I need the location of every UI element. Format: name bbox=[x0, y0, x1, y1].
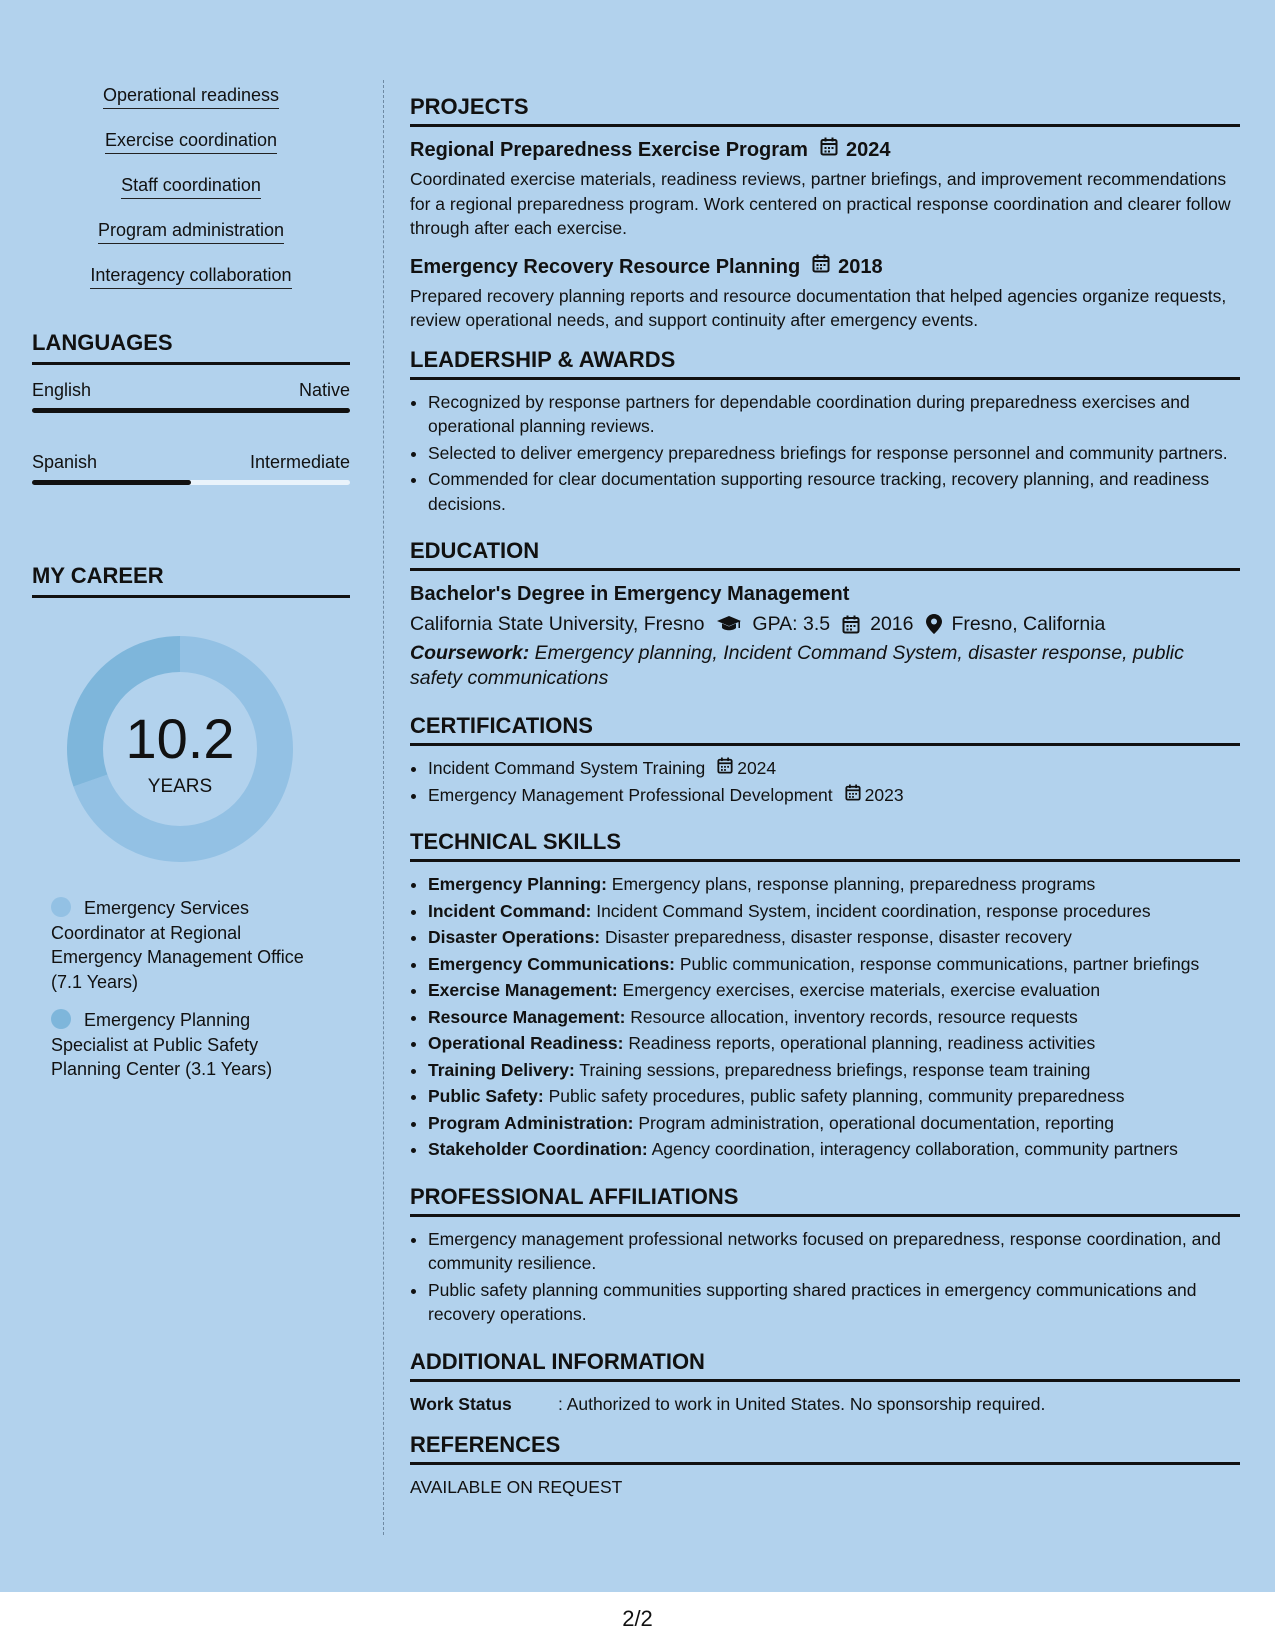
strength-item: Program administration bbox=[32, 219, 350, 245]
affiliations-list bbox=[410, 1227, 1240, 1327]
right-column bbox=[410, 94, 1240, 1521]
project-year: 2024 bbox=[845, 139, 891, 161]
career-unit: YEARS bbox=[147, 776, 213, 797]
skill-label: Exercise Management: bbox=[428, 980, 618, 1000]
references-section bbox=[410, 1432, 1240, 1499]
certifications-list bbox=[410, 756, 1240, 807]
skill-item bbox=[428, 925, 1240, 950]
skill-label: Stakeholder Coordination: bbox=[428, 1139, 648, 1159]
work-status-value: : Authorized to work in United States. No sponsorship required. bbox=[558, 1393, 1046, 1414]
education-section bbox=[410, 538, 1240, 691]
skill-item bbox=[428, 978, 1240, 1003]
career-total: 10.2 bbox=[125, 707, 235, 770]
projects-section bbox=[410, 94, 1240, 333]
column-divider bbox=[383, 80, 384, 1535]
gpa: GPA: 3.5 bbox=[752, 613, 831, 635]
skill-item bbox=[428, 899, 1240, 924]
left-column bbox=[32, 84, 350, 1096]
list-item: • Emergency Management Professional Development 2023 bbox=[428, 783, 1240, 808]
certifications-section bbox=[410, 713, 1240, 807]
strength-item: Exercise coordination bbox=[32, 129, 350, 155]
skill-label: Disaster Operations: bbox=[428, 927, 601, 947]
project-title: Regional Preparedness Exercise Program 2024 bbox=[410, 139, 891, 161]
languages-heading: LANGUAGES bbox=[32, 330, 350, 365]
skill-label: Incident Command: bbox=[428, 900, 592, 921]
language-bar bbox=[32, 480, 350, 485]
language-bar bbox=[32, 408, 350, 413]
technical-skills-list bbox=[410, 872, 1240, 1162]
skill-text: Emergency exercises, exercise materials, exercise evaluation bbox=[617, 980, 1101, 1000]
strength-item: Interagency collaboration bbox=[32, 264, 350, 290]
leadership-section bbox=[410, 347, 1240, 517]
calendar-icon bbox=[820, 137, 838, 163]
language-level: Intermediate bbox=[249, 452, 350, 472]
strength-item: Operational readiness bbox=[32, 84, 350, 110]
graduation-cap-icon bbox=[716, 615, 742, 633]
leadership-heading: LEADERSHIP & AWARDS bbox=[410, 347, 1240, 380]
additional-info-heading: ADDITIONAL INFORMATION bbox=[410, 1349, 1240, 1382]
work-status-label: Work Status bbox=[410, 1393, 512, 1414]
graduation-year: 2016 bbox=[870, 613, 914, 635]
skill-item bbox=[428, 952, 1240, 977]
skill-label: Public Safety: bbox=[428, 1086, 544, 1106]
location-pin-icon bbox=[926, 614, 942, 634]
calendar-icon bbox=[845, 783, 861, 808]
skill-item bbox=[428, 1031, 1240, 1056]
list-item: • Recognized by response partners for dependable coordination during preparedness exercises and operational planning reviews. bbox=[428, 390, 1240, 439]
leadership-list bbox=[410, 390, 1240, 517]
skill-text: Public communication, response communications, partner briefings bbox=[675, 953, 1200, 974]
additional-info-section bbox=[410, 1349, 1240, 1416]
calendar-icon bbox=[717, 756, 733, 781]
skill-text: Emergency plans, response planning, preparedness programs bbox=[606, 874, 1096, 894]
list-item: • Commended for clear documentation supporting resource tracking, recovery planning, and readiness decisions. bbox=[428, 467, 1240, 516]
skill-item bbox=[428, 1005, 1240, 1030]
calendar-icon bbox=[842, 615, 860, 634]
languages-section bbox=[32, 330, 350, 485]
strengths-list bbox=[32, 84, 350, 290]
language-row bbox=[32, 379, 350, 401]
projects-heading: PROJECTS bbox=[410, 94, 1240, 127]
strength-item: Staff coordination bbox=[32, 174, 350, 200]
career-heading: MY CAREER bbox=[32, 563, 350, 598]
skill-label: Operational Readiness: bbox=[428, 1033, 624, 1053]
skill-text: Agency coordination, interagency collaboration, community partners bbox=[647, 1139, 1178, 1159]
language-bar-fill bbox=[32, 480, 191, 485]
language-name: English bbox=[32, 380, 92, 400]
education-meta bbox=[410, 611, 1240, 637]
references-text: AVAILABLE ON REQUEST bbox=[410, 1476, 623, 1497]
language-level: Native bbox=[298, 380, 350, 400]
coursework: Coursework: Emergency planning, Incident Command System, disaster response, public safety communications bbox=[410, 642, 1184, 689]
career-role: Emergency Planning Specialist at Public Safety Planning Center (3.1 Years) bbox=[51, 1010, 273, 1079]
school-location: Fresno, California bbox=[951, 613, 1106, 635]
project-description: Prepared recovery planning reports and resource documentation that helped agencies organize requests, review operational needs, and support continuity after emergency events. bbox=[410, 285, 1227, 330]
skill-item bbox=[428, 1058, 1240, 1083]
work-status-row bbox=[410, 1392, 1240, 1416]
education-heading: EDUCATION bbox=[410, 538, 1240, 571]
list-item: • Selected to deliver emergency preparedness briefings for response personnel and community partners. bbox=[428, 441, 1240, 466]
career-donut bbox=[67, 636, 293, 862]
skill-label: Emergency Communications: bbox=[428, 953, 675, 974]
skill-text: Disaster preparedness, disaster response, disaster recovery bbox=[600, 927, 1072, 947]
references-heading: REFERENCES bbox=[410, 1432, 1240, 1465]
project-year: 2018 bbox=[838, 255, 883, 278]
career-legend bbox=[51, 896, 331, 1082]
technical-skills-heading: TECHNICAL SKILLS bbox=[410, 829, 1240, 862]
language-row bbox=[32, 451, 350, 473]
page-number: 2/2 bbox=[0, 1592, 1275, 1650]
language-bar-fill bbox=[32, 408, 350, 413]
technical-skills-section bbox=[410, 829, 1240, 1162]
skill-label: Resource Management: bbox=[428, 1006, 626, 1027]
career-section bbox=[32, 563, 350, 1082]
legend-dot-icon bbox=[51, 897, 71, 917]
project-title: Emergency Recovery Resource Planning 2018 bbox=[410, 255, 883, 278]
affiliations-section bbox=[410, 1184, 1240, 1327]
language-name: Spanish bbox=[32, 452, 98, 472]
skill-text: Training sessions, preparedness briefings, response team training bbox=[574, 1059, 1091, 1080]
skill-text: Program administration, operational documentation, reporting bbox=[633, 1112, 1115, 1133]
list-item: • Public safety planning communities supporting shared practices in emergency communications and recovery operations. bbox=[428, 1278, 1240, 1327]
school-name: California State University, Fresno bbox=[410, 613, 705, 635]
skill-text: Public safety procedures, public safety planning, community preparedness bbox=[543, 1086, 1125, 1106]
skill-item bbox=[428, 872, 1240, 897]
affiliations-heading: PROFESSIONAL AFFILIATIONS bbox=[410, 1184, 1240, 1217]
skill-text: Readiness reports, operational planning, readiness activities bbox=[623, 1033, 1096, 1053]
skill-text: Resource allocation, inventory records, resource requests bbox=[625, 1006, 1078, 1027]
degree-title: Bachelor's Degree in Emergency Management bbox=[410, 583, 850, 605]
skill-label: Emergency Planning: bbox=[428, 874, 607, 894]
list-item: • Incident Command System Training 2024 bbox=[428, 756, 1240, 781]
legend-dot-icon bbox=[51, 1009, 71, 1029]
skill-text: Incident Command System, incident coordination, response procedures bbox=[591, 900, 1151, 921]
calendar-icon bbox=[812, 254, 830, 280]
project-description: Coordinated exercise materials, readiness reviews, partner briefings, and improvement recommendations for a regional preparedness program. Work centered on practical response coordination and clearer follow through after each exercise. bbox=[410, 169, 1231, 238]
skill-label: Program Administration: bbox=[428, 1112, 634, 1133]
skill-item bbox=[428, 1137, 1240, 1162]
skill-label: Training Delivery: bbox=[428, 1059, 575, 1080]
career-role: Emergency Services Coordinator at Regional Emergency Management Office (7.1 Years) bbox=[51, 898, 304, 992]
skill-item bbox=[428, 1111, 1240, 1136]
skill-item bbox=[428, 1084, 1240, 1109]
certifications-heading: CERTIFICATIONS bbox=[410, 713, 1240, 746]
list-item: • Emergency management professional networks focused on preparedness, response coordination, and community resilience. bbox=[428, 1227, 1240, 1276]
